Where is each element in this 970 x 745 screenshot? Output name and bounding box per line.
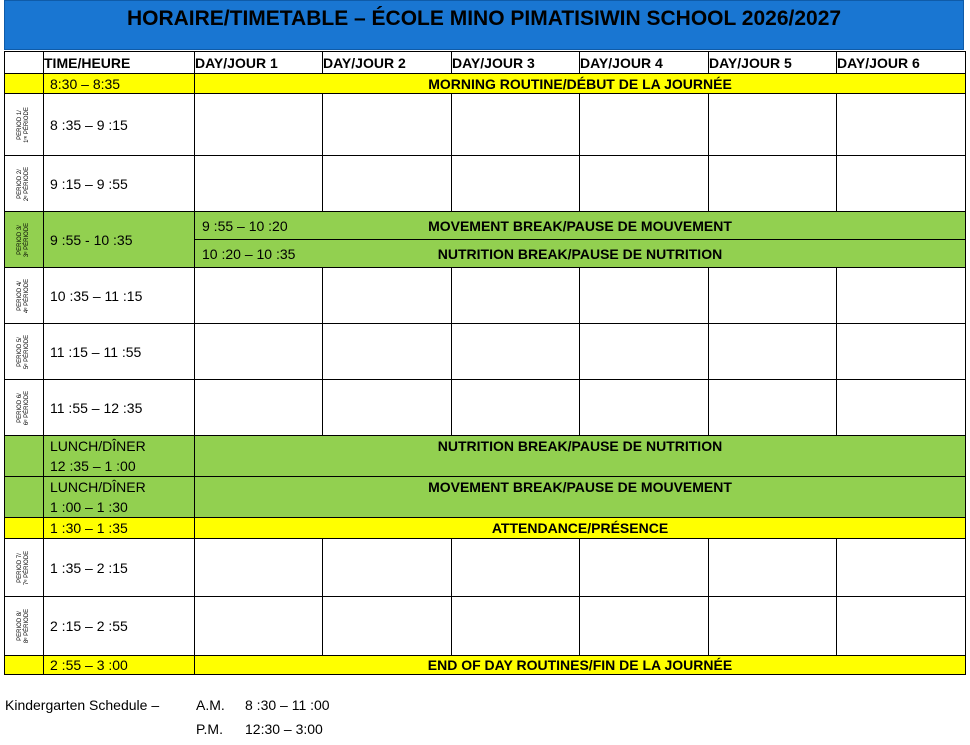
lunch-2-blank — [5, 477, 44, 518]
end-of-day-time: 2 :55 – 3 :00 — [44, 656, 195, 675]
period-6-day-2-cell[interactable] — [323, 380, 452, 436]
period-7-day-1-cell[interactable] — [195, 539, 323, 597]
period-8-day-4-cell[interactable] — [580, 597, 709, 656]
period-4-row — [5, 268, 966, 324]
period-5-day-3-cell[interactable] — [452, 324, 580, 380]
period-6-label: PERIOD 6/ 6ᵉ PÉRIODE — [5, 380, 44, 436]
header-day-4: DAY/JOUR 4 — [580, 52, 709, 74]
attendance-time: 1 :30 – 1 :35 — [44, 518, 195, 539]
period-8-label: PERIOD 8/ 8ᵉ PÉRIODE — [5, 597, 44, 656]
nutrition-break-band — [195, 240, 966, 268]
period-2-day-3-cell[interactable] — [452, 156, 580, 212]
header-time: TIME/HEURE — [44, 52, 195, 74]
period-8-day-6-cell[interactable] — [837, 597, 966, 656]
period-8-day-2-cell[interactable] — [323, 597, 452, 656]
header-day-2: DAY/JOUR 2 — [323, 52, 452, 74]
period-3-time: 9 :55 - 10 :35 — [44, 212, 195, 268]
period-5-day-4-cell[interactable] — [580, 324, 709, 380]
header-blank — [5, 52, 44, 74]
period-1-day-1-cell[interactable] — [195, 94, 323, 156]
movement-break-band — [195, 212, 966, 240]
kindergarten-label: Kindergarten Schedule – — [5, 697, 160, 713]
period-6-day-5-cell[interactable] — [709, 380, 837, 436]
period-2-day-4-cell[interactable] — [580, 156, 709, 212]
period-8-day-5-cell[interactable] — [709, 597, 837, 656]
timetable-title: HORAIRE/TIMETABLE – ÉCOLE MINO PIMATISIWIN SCHOOL 2026/2027 — [4, 0, 964, 50]
period-5-day-2-cell[interactable] — [323, 324, 452, 380]
period-6-row — [5, 380, 966, 436]
lunch-2-time: LUNCH/DÎNER 1 :00 – 1 :30 — [44, 477, 195, 518]
period-4-time: 10 :35 – 11 :15 — [44, 268, 195, 324]
kindergarten-am-time: 8 :30 – 11 :00 — [245, 697, 330, 713]
period-7-day-5-cell[interactable] — [709, 539, 837, 597]
period-1-day-3-cell[interactable] — [452, 94, 580, 156]
period-6-time: 11 :55 – 12 :35 — [44, 380, 195, 436]
morning-time: 8:30 – 8:35 — [44, 74, 195, 94]
nutrition-break-label: NUTRITION BREAK/PAUSE DE NUTRITION — [437, 245, 723, 262]
period-5-time: 11 :15 – 11 :55 — [44, 324, 195, 380]
period-1-day-4-cell[interactable] — [580, 94, 709, 156]
kindergarten-am-label: A.M. — [196, 697, 225, 713]
period-3-label: PERIOD 3/ 3ᵉ PÉRIODE — [5, 212, 44, 268]
period-2-time: 9 :15 – 9 :55 — [44, 156, 195, 212]
lunch-2-row — [5, 477, 966, 518]
period-2-day-6-cell[interactable] — [837, 156, 966, 212]
period-3-movement-row — [5, 212, 966, 240]
period-8-time: 2 :15 – 2 :55 — [44, 597, 195, 656]
period-7-day-4-cell[interactable] — [580, 539, 709, 597]
period-4-label: PERIOD 4/ 4ᵉ PÉRIODE — [5, 268, 44, 324]
nutrition-break-time: 10 :20 – 10 :35 — [202, 245, 296, 262]
period-1-time: 8 :35 – 9 :15 — [44, 94, 195, 156]
period-6-day-3-cell[interactable] — [452, 380, 580, 436]
attendance-blank — [5, 518, 44, 539]
period-8-row — [5, 597, 966, 656]
period-7-day-6-cell[interactable] — [837, 539, 966, 597]
end-of-day-blank — [5, 656, 44, 675]
kindergarten-pm-time: 12:30 – 3:00 — [245, 721, 323, 737]
end-of-day-band: END OF DAY ROUTINES/FIN DE LA JOURNÉE — [195, 656, 966, 675]
morning-routine-row — [5, 74, 966, 94]
period-4-day-3-cell[interactable] — [452, 268, 580, 324]
period-7-day-3-cell[interactable] — [452, 539, 580, 597]
period-1-day-2-cell[interactable] — [323, 94, 452, 156]
lunch-2-band: MOVEMENT BREAK/PAUSE DE MOUVEMENT — [195, 477, 966, 518]
period-7-day-2-cell[interactable] — [323, 539, 452, 597]
morning-blank — [5, 74, 44, 94]
period-2-day-1-cell[interactable] — [195, 156, 323, 212]
period-6-day-1-cell[interactable] — [195, 380, 323, 436]
period-2-day-5-cell[interactable] — [709, 156, 837, 212]
morning-routine-band: MORNING ROUTINE/DÉBUT DE LA JOURNÉE — [195, 74, 966, 94]
header-day-6: DAY/JOUR 6 — [837, 52, 966, 74]
header-day-5: DAY/JOUR 5 — [709, 52, 837, 74]
period-4-day-1-cell[interactable] — [195, 268, 323, 324]
period-2-day-2-cell[interactable] — [323, 156, 452, 212]
lunch-1-row — [5, 436, 966, 477]
period-5-day-1-cell[interactable] — [195, 324, 323, 380]
lunch-1-band: NUTRITION BREAK/PAUSE DE NUTRITION — [195, 436, 966, 477]
movement-break-time: 9 :55 – 10 :20 — [202, 217, 288, 234]
period-1-row — [5, 94, 966, 156]
period-2-row — [5, 156, 966, 212]
period-1-day-5-cell[interactable] — [709, 94, 837, 156]
period-1-label: PERIOD 1/ 1ʳᵉ PÉRIODE — [5, 94, 44, 156]
period-1-day-6-cell[interactable] — [837, 94, 966, 156]
lunch-1-blank — [5, 436, 44, 477]
header-row — [5, 52, 966, 74]
period-4-day-4-cell[interactable] — [580, 268, 709, 324]
period-5-day-6-cell[interactable] — [837, 324, 966, 380]
period-7-time: 1 :35 – 2 :15 — [44, 539, 195, 597]
kindergarten-pm-label: P.M. — [196, 721, 223, 737]
period-4-day-5-cell[interactable] — [709, 268, 837, 324]
end-of-day-row — [5, 656, 966, 675]
period-5-row — [5, 324, 966, 380]
header-day-3: DAY/JOUR 3 — [452, 52, 580, 74]
timetable — [4, 51, 966, 675]
period-7-row — [5, 539, 966, 597]
period-8-day-3-cell[interactable] — [452, 597, 580, 656]
period-2-label: PERIOD 2/ 2ᵉ PÉRIODE — [5, 156, 44, 212]
period-8-day-1-cell[interactable] — [195, 597, 323, 656]
header-day-1: DAY/JOUR 1 — [195, 52, 323, 74]
attendance-band: ATTENDANCE/PRÉSENCE — [195, 518, 966, 539]
lunch-1-time: LUNCH/DÎNER 12 :35 – 1 :00 — [44, 436, 195, 477]
attendance-row — [5, 518, 966, 539]
period-7-label: PERIOD 7/ 7ᵉ PÉRIODE — [5, 539, 44, 597]
period-4-day-2-cell[interactable] — [323, 268, 452, 324]
period-6-day-6-cell[interactable] — [837, 380, 966, 436]
movement-break-label: MOVEMENT BREAK/PAUSE DE MOUVEMENT — [428, 217, 732, 234]
period-5-day-5-cell[interactable] — [709, 324, 837, 380]
period-6-day-4-cell[interactable] — [580, 380, 709, 436]
period-5-label: PERIOD 5/ 5ᵉ PÉRIODE — [5, 324, 44, 380]
period-4-day-6-cell[interactable] — [837, 268, 966, 324]
